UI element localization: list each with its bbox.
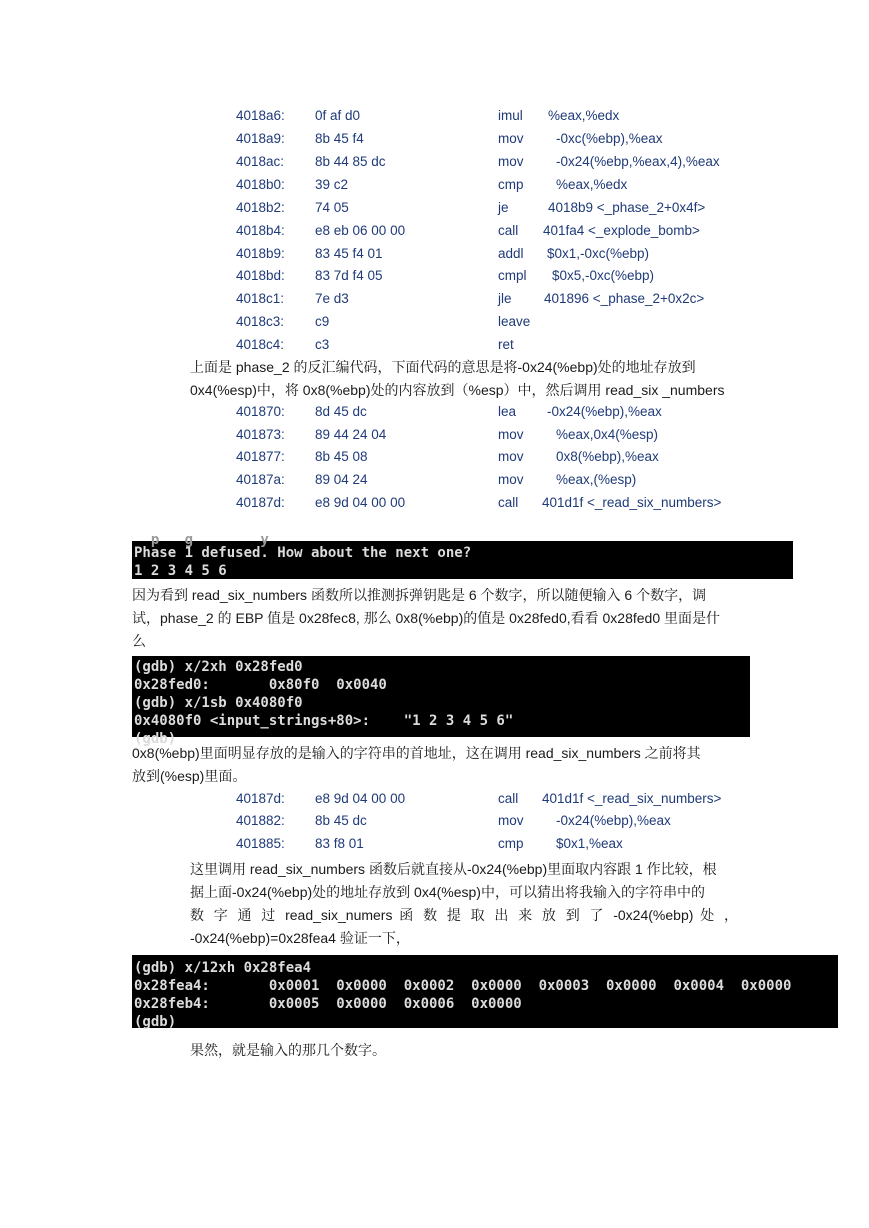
text-line: 这里调用 read_six_numbers 函数后就直接从-0x24(%ebp)里面取内容跟 1 作比较，根	[190, 861, 717, 877]
paragraph-explanation-3	[132, 742, 742, 788]
asm-line: 4018b0: 39 c2 cmp %eax,%edx	[236, 177, 628, 192]
text-line: 放到(%esp)里面。	[132, 768, 247, 784]
asm-line: 4018b9: 83 45 f4 01 addl $0x1,-0xc(%ebp)	[236, 246, 650, 261]
terminal-line: (gdb)	[134, 731, 177, 747]
terminal-line: (gdb)	[134, 1014, 177, 1030]
asm-line: 40187d: e8 9d 04 00 00 call 401d1f <_read_six_numbers>	[236, 495, 722, 510]
text-line: 试，phase_2 的 EBP 值是 0x28fec8, 那么 0x8(%ebp)的值是 0x28fed0,看看 0x28fed0 里面是什	[132, 610, 720, 626]
asm-line: 401885: 83 f8 01 cmp $0x1,%eax	[236, 836, 623, 851]
terminal-screenshot-phase1	[132, 532, 793, 579]
terminal-line: 0x4080f0 <input_strings+80>: "1 2 3 4 5 6"	[134, 713, 514, 729]
terminal-screenshot-gdb-examine	[132, 656, 750, 747]
asm-line: 4018c1: 7e d3 jle 401896 <_phase_2+0x2c>	[236, 291, 705, 306]
terminal-partial-line: p g y	[134, 532, 269, 548]
terminal-line: (gdb) x/12xh 0x28fea4	[134, 960, 312, 976]
text-line: 果然，就是输入的那几个数字。	[190, 1042, 386, 1058]
asm-line: 4018bd: 83 7d f4 05 cmpl $0x5,-0xc(%ebp)	[236, 268, 655, 283]
text-line: 数 字 通 过 read_six_numers 函 数 提 取 出 来 放 到 了 -0x24(%ebp) 处 ，	[190, 907, 738, 923]
asm-line: 40187a: 89 04 24 mov %eax,(%esp)	[236, 472, 637, 487]
terminal-line: 0x28feb4: 0x0005 0x0000 0x0006 0x0000	[134, 996, 522, 1012]
terminal-line: 1 2 3 4 5 6	[134, 563, 227, 579]
paragraph-explanation-4	[190, 858, 738, 950]
text-line: 0x4(%esp)中，将 0x8(%ebp)处的内容放到（%esp）中，然后调用 read_six _numbers	[190, 382, 725, 398]
asm-line: 4018a9: 8b 45 f4 mov -0xc(%ebp),%eax	[236, 131, 663, 146]
paragraph-explanation-1	[190, 356, 740, 402]
terminal-line: 0x28fea4: 0x0001 0x0000 0x0002 0x0000 0x0003 0x0000 0x0004 0x0000	[134, 978, 792, 994]
text-line: 上面是 phase_2 的反汇编代码，下面代码的意思是将-0x24(%ebp)处的地址存放到	[190, 359, 696, 375]
terminal-line: 0x28fed0: 0x80f0 0x0040	[134, 677, 387, 693]
asm-line: 4018c3: c9 leave	[236, 314, 531, 329]
asm-line: 4018a6: 0f af d0 imul %eax,%edx	[236, 108, 620, 123]
text-line: 0x8(%ebp)里面明显存放的是输入的字符串的首地址，这在调用 read_six_numbers 之前将其	[132, 745, 701, 761]
text-line: 因为看到 read_six_numbers 函数所以推测拆弹钥匙是 6 个数字，所以随便输入 6 个数字，调	[132, 587, 707, 603]
text-line: -0x24(%ebp)=0x28fea4 验证一下，	[190, 930, 410, 946]
asm-line: 4018c4: c3 ret	[236, 337, 514, 352]
paragraph-explanation-2	[132, 584, 742, 653]
asm-line: 401873: 89 44 24 04 mov %eax,0x4(%esp)	[236, 427, 659, 442]
asm-line: 401882: 8b 45 dc mov -0x24(%ebp),%eax	[236, 813, 671, 828]
text-line: 据上面-0x24(%ebp)处的地址存放到 0x4(%esp)中，可以猜出将我输入的字符串中的	[190, 884, 705, 900]
text-line: 么	[132, 633, 146, 649]
terminal-line: Phase 1 defused. How about the next one?	[134, 545, 472, 561]
asm-line: 4018b4: e8 eb 06 00 00 call 401fa4 <_explode_bomb>	[236, 223, 700, 238]
asm-line: 4018ac: 8b 44 85 dc mov -0x24(%ebp,%eax,4),%eax	[236, 154, 720, 169]
asm-line: 40187d: e8 9d 04 00 00 call 401d1f <_read_six_numbers>	[236, 791, 722, 806]
terminal-screenshot-gdb-memory	[132, 955, 838, 1028]
paragraph-conclusion	[190, 1039, 690, 1062]
terminal-line: (gdb) x/1sb 0x4080f0	[134, 695, 303, 711]
asm-line: 401870: 8d 45 dc lea -0x24(%ebp),%eax	[236, 404, 662, 419]
asm-line: 4018b2: 74 05 je 4018b9 <_phase_2+0x4f>	[236, 200, 706, 215]
terminal-line: (gdb) x/2xh 0x28fed0	[134, 659, 303, 675]
asm-line: 401877: 8b 45 08 mov 0x8(%ebp),%eax	[236, 449, 659, 464]
